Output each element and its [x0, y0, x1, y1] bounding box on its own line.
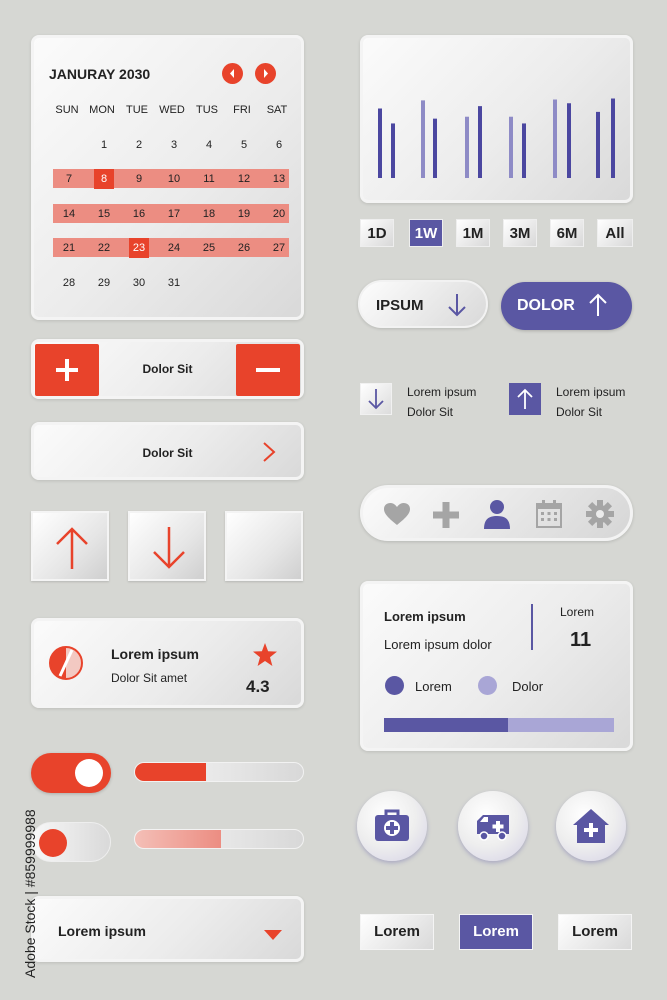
hospital-button[interactable] [556, 791, 626, 861]
toggle-knob [39, 829, 67, 857]
legend-item-1 [407, 382, 476, 422]
caret-down-icon [262, 929, 284, 941]
stats-subtitle: Lorem ipsum dolor [384, 637, 492, 652]
divider [531, 604, 533, 650]
chart-card [360, 35, 633, 203]
toggle-on[interactable] [31, 753, 111, 793]
ipsum-pill-button[interactable] [358, 280, 488, 328]
arrow-down-icon [446, 292, 468, 318]
watermark-brand: Adobe Stock | [22, 891, 38, 978]
stepper-label: Dolor Sit [142, 362, 193, 376]
calendar-day[interactable]: 17 [167, 207, 181, 220]
calendar-title: JANURAY 2030 [49, 66, 151, 82]
calendar-week-row [51, 169, 291, 204]
timeframe-3m[interactable]: 3M [503, 219, 537, 247]
empty-square-button[interactable] [225, 511, 303, 581]
calendar-day[interactable]: 28 [62, 276, 76, 289]
calendar-day[interactable]: 16 [132, 207, 146, 220]
calendar-day[interactable]: 23 [129, 238, 149, 258]
calendar-day[interactable]: 2 [135, 138, 143, 151]
weekday-header [51, 100, 291, 135]
calendar-day[interactable]: 4 [205, 138, 213, 151]
calendar-day[interactable]: 24 [167, 242, 181, 254]
user-icon[interactable] [483, 499, 511, 529]
timeframe-1d[interactable]: 1D [360, 219, 394, 247]
calendar-day[interactable]: 22 [97, 242, 111, 254]
heart-icon[interactable] [383, 502, 411, 526]
legend-dot-a [385, 676, 404, 695]
calendar-card [31, 35, 304, 320]
rating-title: Lorem ipsum [111, 646, 199, 662]
legend-item-2-title: Lorem ipsum [556, 385, 626, 399]
stats-progress-fill [384, 718, 508, 732]
calendar-day[interactable]: 12 [237, 173, 251, 185]
calendar-day[interactable]: 26 [237, 242, 251, 254]
arrow-up-icon [509, 383, 541, 415]
dolor-pill-label: DOLOR [517, 297, 575, 314]
calendar-day[interactable]: 13 [272, 173, 286, 185]
calendar-day[interactable]: 19 [237, 207, 251, 220]
minus-button[interactable] [236, 344, 300, 396]
tag-button[interactable]: Lorem [360, 914, 434, 950]
progress-bar-1 [134, 762, 304, 782]
legend-item-1-sub: Dolor Sit [407, 405, 454, 419]
watermark [10, 760, 40, 980]
calendar-grid [51, 100, 291, 307]
bar-chart [363, 38, 630, 200]
timeframe-all[interactable]: All [597, 219, 633, 247]
legend-item-2 [556, 382, 625, 422]
legend-up-icon-box [509, 383, 541, 415]
calendar-day[interactable]: 27 [272, 242, 286, 254]
calendar-day[interactable]: 20 [272, 207, 286, 220]
timeframe-6m[interactable]: 6M [550, 219, 584, 247]
stats-count-label: Lorem [560, 605, 595, 619]
chevron-left-icon [222, 63, 243, 84]
stats-card [360, 581, 633, 751]
calendar-week-row [51, 204, 291, 239]
arrow-down-button[interactable] [128, 511, 206, 581]
ambulance-button[interactable] [458, 791, 528, 861]
calendar-week-row [51, 135, 291, 170]
first-aid-kit-icon [373, 807, 411, 845]
calendar-day[interactable]: 5 [240, 138, 248, 151]
navigate-button[interactable] [31, 422, 304, 480]
stepper-card [31, 339, 304, 399]
gear-icon[interactable] [586, 500, 614, 528]
progress-bar-2-fill [135, 830, 221, 848]
calendar-day[interactable]: 9 [135, 173, 143, 185]
navigate-label: Dolor Sit [142, 446, 193, 460]
ipsum-pill-label: IPSUM [376, 297, 424, 314]
hospital-icon [572, 807, 610, 845]
next-month-button[interactable] [255, 63, 276, 84]
plus-icon[interactable] [433, 502, 459, 528]
arrow-down-icon [361, 384, 391, 414]
tag-button[interactable]: Lorem [558, 914, 632, 950]
weekday-label: WED [159, 104, 185, 116]
calendar-day[interactable]: 14 [62, 207, 76, 220]
calendar-day[interactable]: 10 [167, 173, 181, 185]
chevron-right-icon [255, 63, 276, 84]
toggle-off[interactable] [31, 822, 111, 862]
calendar-day[interactable]: 21 [62, 242, 76, 254]
calendar-day[interactable]: 31 [167, 276, 181, 289]
calendar-day[interactable]: 18 [202, 207, 216, 220]
arrow-down-icon [149, 523, 189, 573]
calendar-day[interactable]: 8 [94, 169, 114, 189]
weekday-label: SAT [266, 104, 288, 116]
calendar-day[interactable]: 30 [132, 276, 146, 289]
legend-down-icon-box [360, 383, 392, 415]
prev-month-button[interactable] [222, 63, 243, 84]
chevron-right-icon [259, 440, 279, 464]
arrow-up-icon [587, 292, 609, 318]
rating-value: 4.3 [246, 677, 270, 696]
weekday-label: FRI [233, 104, 251, 116]
calendar-day[interactable]: 11 [203, 173, 215, 185]
progress-bar-2 [134, 829, 304, 849]
icon-toolbar [360, 485, 633, 541]
minus-icon [236, 344, 300, 396]
calendar-day[interactable]: 3 [170, 138, 178, 151]
star-icon [252, 642, 278, 667]
timeframe-1m[interactable]: 1M [456, 219, 490, 247]
weekday-label: TUE [126, 104, 148, 116]
calendar-day[interactable]: 15 [97, 207, 111, 220]
calendar-day[interactable]: 7 [65, 173, 73, 185]
arrow-up-icon [52, 523, 92, 573]
legend-item-1-title: Lorem ipsum [407, 385, 477, 399]
legend-label-a: Lorem [415, 679, 452, 694]
calendar-day[interactable]: 1 [100, 138, 108, 151]
weekday-label: SUN [55, 104, 79, 116]
calendar-day[interactable]: 6 [275, 138, 283, 151]
calendar-week-row [51, 238, 291, 273]
stats-progress-bar [384, 718, 614, 732]
first-aid-kit-button[interactable] [357, 791, 427, 861]
rating-subtitle: Dolor Sit amet [111, 671, 188, 685]
rating-card [31, 618, 304, 708]
timeframe-1w[interactable]: 1W [409, 219, 443, 247]
ambulance-icon [474, 807, 512, 845]
calendar-day[interactable]: 25 [202, 242, 216, 254]
weekday-label: TUS [196, 104, 218, 116]
legend-dot-b [478, 676, 497, 695]
weekday-label: MON [89, 104, 115, 116]
dropdown-label: Lorem ipsum [58, 923, 146, 939]
legend-label-b: Dolor [512, 679, 544, 694]
legend-item-2-sub: Dolor Sit [556, 405, 603, 419]
progress-bar-1-fill [135, 763, 206, 781]
stats-count: 11 [570, 629, 592, 651]
toggle-knob [75, 759, 103, 787]
arrow-up-button[interactable] [31, 511, 109, 581]
calendar-day[interactable]: 29 [97, 276, 111, 289]
stats-title: Lorem ipsum [384, 609, 466, 624]
dropdown[interactable] [31, 896, 304, 962]
no-entry-icon [48, 644, 84, 682]
dolor-pill-button[interactable] [501, 282, 632, 330]
calendar-week-row [51, 273, 291, 308]
watermark-id: #859999988 [22, 809, 38, 888]
tag-button[interactable]: Lorem [459, 914, 533, 950]
calendar-icon[interactable] [536, 500, 562, 528]
